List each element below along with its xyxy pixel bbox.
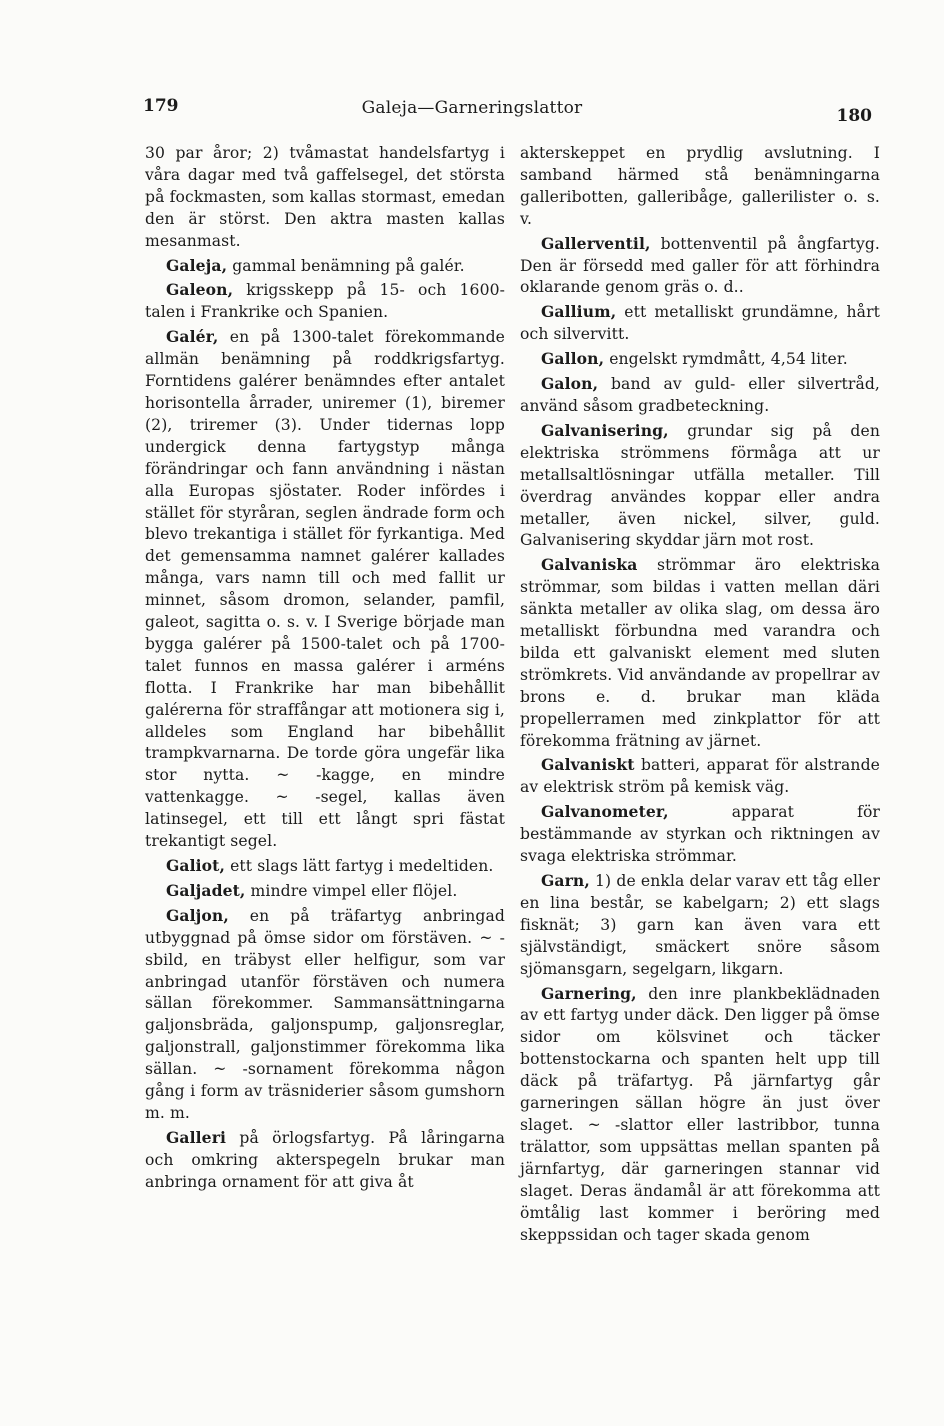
entry-continuation: akterskeppet en prydlig avslutning. I samband härmed stå benämningarna galleribotten, galleribåge, gallerilister o. s. v. xyxy=(520,144,880,228)
entry-headword: Garn, xyxy=(541,871,590,890)
entry-headword: Galjon, xyxy=(166,905,229,925)
entry-galer: Galér, en på 1300-talet förekommande allmän benämning på roddkrigsfartyg. Forntidens galérer benämndes efter antalet horisontella årrader, uniremer (1), biremer (2), triremer (3). Under tidernas lopp undergick denna fartygstyp många förändringar och fann användning i nästan alla Europas sjöstater. Roder infördes i stället för styråran, seglen ändrade form och blevo trekantiga i stället för fyrkantiga. Med det gemensamma namnet galérer kallades många, vars namn till och med fallit ur minnet, såsom dromon, selander, pamfil, galeot, sagitta o. s. v. I Sverige började man bygga galérer på 1500-talet och på 1700-talet funnos en massa galérer i arméns flotta. I Frankrike har man bibehållit galérerna för straffångar att motionera sig i, alldeles som England har bibehållit trampkvarnarna. De torde göra ungefär lika stor nytta. ~ -kagge, en mindre vattenkagge. ~ -segel, kallas även latinsegel, ett till ett långt spri fästat trekantigt segel. xyxy=(145,327,505,851)
entry-headword: Galeon, xyxy=(166,280,234,300)
entry-galleri: Galleri på örlogsfartyg. På låringarna och omkring akterspegeln brukar man anbringa ornament för att giva åt xyxy=(145,1127,505,1191)
entry-headword: Galjadet, xyxy=(166,880,246,900)
entry-headword: Garnering, xyxy=(541,983,637,1003)
entry-headword: Galvaniskt xyxy=(541,755,635,775)
entry-continuation: 30 par åror; 2) tvåmastat handelsfartyg i våra dagar med två gaffelsegel, det största på fockmasten, som kallas stormast, emedan den är störst. Den aktra masten kallas mesanmast. xyxy=(145,144,505,250)
entry-headword: Gallon, xyxy=(541,349,605,369)
entry-galjadet: Galjadet, mindre vimpel eller flöjel. xyxy=(166,880,458,900)
entry-headword: Galeja, xyxy=(166,255,228,275)
entry-gallerventil: Gallerventil, bottenventil på ångfartyg. Den är försedd med galler för att förhindra oklarande genom gräs o. d.. xyxy=(520,233,880,297)
entry-galvanisering: Galvanisering, grundar sig på den elektriska strömmens förmåga att ur metallsaltlösningar utfälla metaller. Till överdrag användes koppar eller andra metaller, även nickel, silver, guld. Galvanisering skyddar järn mot rost. xyxy=(520,420,880,550)
entry-headword: Galon, xyxy=(541,374,599,394)
entry-headword: Galvanometer, xyxy=(541,802,669,822)
running-title: Galeja—Garneringslattor xyxy=(361,98,583,118)
entry-headword: Galér, xyxy=(166,327,219,347)
entry-garn: Garn, 1) de enkla delar varav ett tåg eller en lina består, se kabelgarn; 2) ett slags fisknät; 3) garn kan även vara ett självständigt, smäckert snöre såsom sjömansgarn, segelgarn, likgarn. xyxy=(520,871,880,978)
entry-garnering: Garnering, den inre plankbeklädnaden av ett fartyg under däck. Den ligger på ömse sidor om kölsvinet och täcker bottenstockarna och spanten helt upp till däck på träfartyg. På järnfartyg går garneringen sällan högre än just över slaget. ~ -slattor eller lastribbor, tunna trälattor, som uppsättas mellan spanten på järnfartyg, där garneringen stannar vid slaget. Deras ändamål är att förekomma att ömtålig last kommer i beröring med skeppssidan och tager skada genom xyxy=(520,983,880,1244)
right-column xyxy=(520,142,880,1246)
entry-gallon: Gallon, engelskt rymdmått, 4,54 liter. xyxy=(541,349,848,369)
entry-headword: Gallerventil, xyxy=(541,233,651,253)
right-page-number: 180 xyxy=(836,106,872,126)
entry-galvanometer: Galvanometer, apparat för bestämmande av styrkan och riktningen av svaga elektriska strömmar. xyxy=(520,802,880,866)
left-page-number: 179 xyxy=(143,96,179,116)
entry-gallium: Gallium, ett metalliskt grundämne, hårt och silvervitt. xyxy=(520,302,880,344)
entry-galiot: Galiot, ett slags lätt fartyg i medeltiden. xyxy=(166,856,494,875)
entry-headword: Galleri xyxy=(166,1127,227,1147)
entry-galeja: Galeja, gammal benämning på galér. xyxy=(166,255,465,275)
entry-galvaniska: Galvaniska strömmar äro elektriska strömmar, som bildas i vatten mellan däri sänkta metaller av olika slag, om dessa äro metalliskt förbundna med varandra och bilda ett galvaniskt element med sluten strömkrets. Vid användande av propellrar av brons e. d. brukar man kläda propellerramen med zinkplattor för att förekomma frätning av järnet. xyxy=(520,555,880,750)
entry-galvaniskt: Galvaniskt batteri, apparat för alstrande av elektrisk ström på kemisk väg. xyxy=(520,755,880,797)
left-column xyxy=(145,142,505,1194)
entry-headword: Galvanisering, xyxy=(541,420,669,440)
entry-headword: Galvaniska xyxy=(541,555,638,575)
page-header xyxy=(0,96,944,128)
entry-galjon: Galjon, en på träfartyg anbringad utbyggnad på ömse sidor om förstäven. ~ -sbild, en träbyst eller helfigur, som var anbringad utanför förstäven och numera sällan förekommer. Sammansättningarna galjonsbräda, galjonspump, galjonsreglar, galjonstrall, galjonstimmer förekomma lika sällan. ~ -sornament förekomma någon gång i form av träsniderier såsom gumshorn m. m. xyxy=(145,905,505,1122)
entry-headword: Gallium, xyxy=(541,302,617,322)
entry-headword: Galiot, xyxy=(166,856,226,875)
entry-galeon: Galeon, krigsskepp på 15- och 1600-talen i Frankrike och Spanien. xyxy=(145,280,505,322)
entry-galon: Galon, band av guld- eller silvertråd, använd såsom gradbeteckning. xyxy=(520,374,880,415)
